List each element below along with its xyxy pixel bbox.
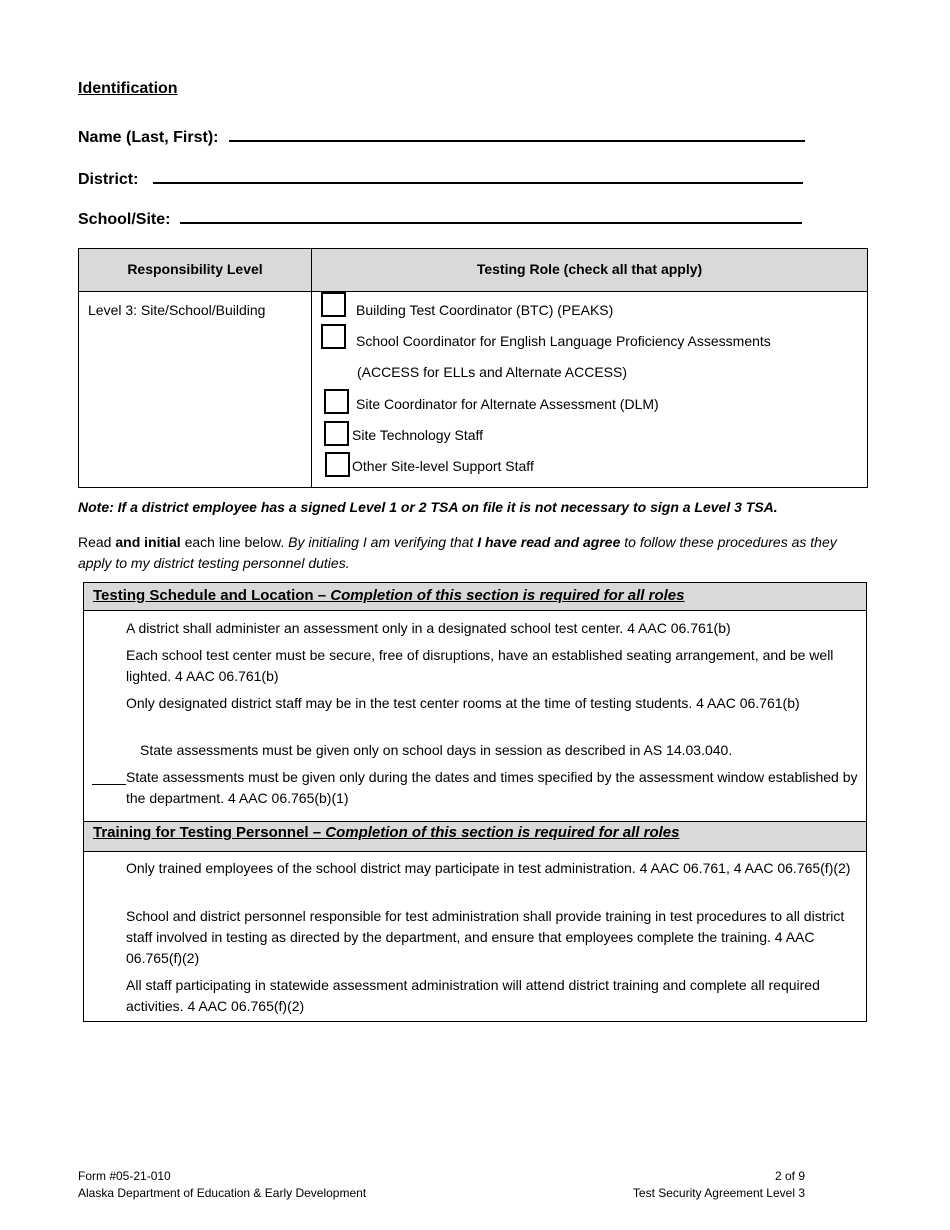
department-name: Alaska Department of Education & Early Development	[78, 1186, 367, 1200]
district-field[interactable]	[78, 168, 803, 189]
list-item: Only designated district staff may be in the test center rooms at the time of testing students. 4 AAC 06.761(b)	[126, 695, 800, 711]
section-training-header	[84, 822, 866, 852]
list-item: State assessments must be given only on school days in session as described in AS 14.03.040.	[140, 742, 733, 758]
form-number: Form #05-21-010	[78, 1169, 171, 1183]
school-field[interactable]	[78, 208, 802, 229]
roles-table	[78, 248, 868, 488]
name-field[interactable]	[78, 126, 805, 147]
page-number: 2 of 9	[774, 1169, 805, 1183]
list-item: Each school test center must be secure, free of disruptions, have an established seating arrangement, and be well lighted. 4 AAC 06.761(b)	[126, 647, 834, 684]
list-item: School and district personnel responsible for test administration shall provide training in test procedures to all district staff involved in testing as directed by the department, and ensure that employees complete the training. 4 AAC 06.765(f)(2)	[126, 908, 845, 966]
district-input-line[interactable]	[153, 168, 803, 184]
role-tech-staff-label: Site Technology Staff	[352, 427, 484, 443]
section-subtitle: Completion of this section is required for all roles	[330, 587, 685, 604]
responsibility-level-value: Level 3: Site/School/Building	[88, 302, 266, 318]
dlm-coordinator-checkbox[interactable]	[324, 389, 349, 414]
footer-right	[633, 1168, 805, 1202]
name-input-line[interactable]	[229, 126, 805, 142]
col-responsibility-level: Responsibility Level	[127, 261, 263, 277]
school-label: School/Site:	[78, 211, 171, 228]
role-elp-coordinator-label-2: (ACCESS for ELLs and Alternate ACCESS)	[357, 364, 628, 380]
document-title: Test Security Agreement Level 3	[632, 1186, 805, 1200]
district-label: District:	[78, 171, 139, 188]
support-staff-checkbox[interactable]	[325, 452, 350, 477]
identification-heading: Identification	[78, 80, 178, 97]
section-testing-schedule-header	[84, 583, 866, 611]
role-elp-coordinator-label: School Coordinator for English Language Proficiency Assessments	[356, 333, 771, 349]
role-btc-label: Building Test Coordinator (BTC) (PEAKS)	[356, 302, 614, 318]
note-text: Note: If a district employee has a signed Level 1 or 2 TSA on file it is not necessary to sign a Level 3 TSA.	[78, 499, 778, 515]
school-input-line[interactable]	[180, 208, 802, 224]
role-support-staff-label: Other Site-level Support Staff	[352, 458, 534, 474]
col-testing-role: Testing Role (check all that apply)	[476, 261, 703, 277]
role-dlm-coordinator-label: Site Coordinator for Alternate Assessment (DLM)	[356, 396, 659, 412]
elp-coordinator-checkbox[interactable]	[321, 324, 346, 349]
instructions: Read and initial each line below. By initialing I am verifying that I have read and agree to follow these procedures as they apply to my district testing personnel duties.	[78, 534, 837, 571]
list-item: A district shall administer an assessment only in a designated school test center. 4 AAC 06.761(b)	[126, 620, 731, 636]
section-title: Training for Testing Personnel –	[93, 824, 326, 841]
column-divider	[311, 249, 312, 487]
list-item: All staff participating in statewide assessment administration will attend district training and complete all required activities. 4 AAC 06.765(f)(2)	[126, 977, 820, 1014]
section-subtitle: Completion of this section is required for all roles	[325, 824, 680, 841]
section-training	[83, 821, 867, 1022]
name-label: Name (Last, First):	[78, 129, 219, 146]
list-item: State assessments must be given only during the dates and times specified by the assessment window established by the department. 4 AAC 06.765(b)(1)	[126, 769, 858, 806]
initial-line[interactable]	[92, 784, 126, 785]
section-title: Testing Schedule and Location –	[93, 587, 331, 604]
footer-left	[78, 1168, 366, 1202]
btc-checkbox[interactable]	[321, 292, 346, 317]
section-testing-schedule	[83, 582, 867, 822]
list-item: Only trained employees of the school district may participate in test administration. 4 AAC 06.761, 4 AAC 06.765(f)(2)	[126, 860, 851, 876]
tech-staff-checkbox[interactable]	[324, 421, 349, 446]
